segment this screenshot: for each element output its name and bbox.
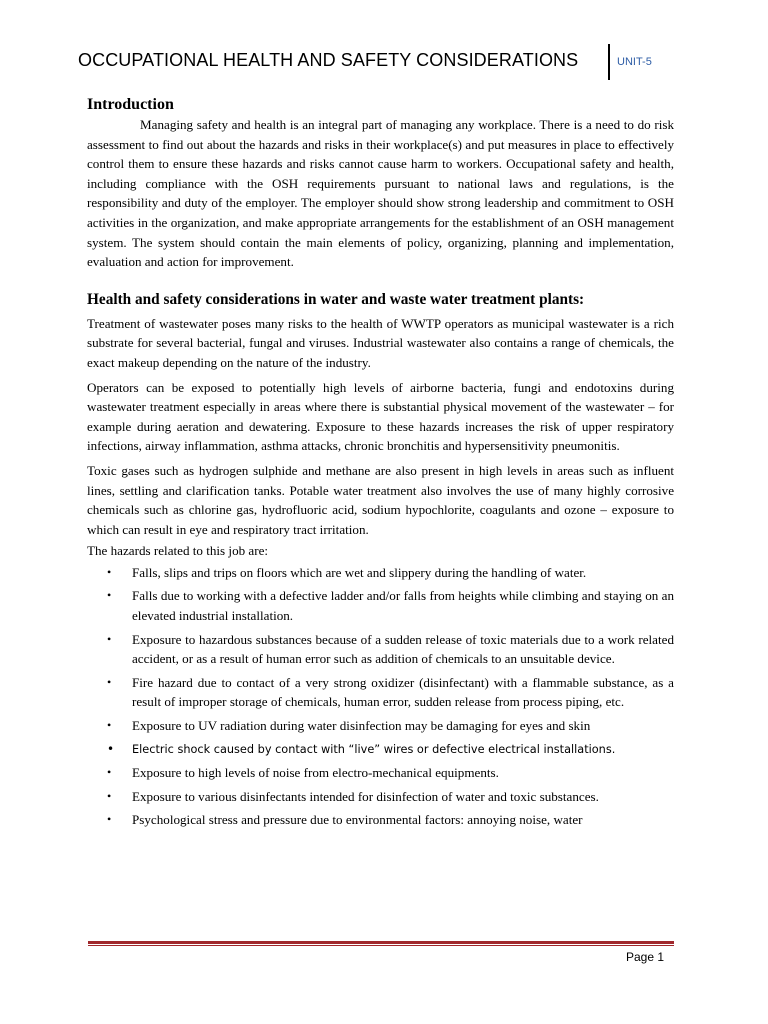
list-item — [87, 716, 674, 736]
list-item — [87, 563, 674, 583]
bullet-icon: • — [107, 631, 112, 646]
section-heading: Health and safety considerations in water and waste water treatment plants: — [87, 290, 585, 308]
list-item — [87, 673, 674, 712]
list-item-text: Exposure to high levels of noise from electro-mechanical equipments. — [132, 765, 499, 781]
footer-rule-thin — [88, 945, 674, 946]
bullet-icon: • — [107, 718, 112, 733]
section-paragraph-3: Toxic gases such as hydrogen sulphide and methane are also present in high levels in areas such as influent lines, settling and clarification tanks. Potable water treatment also involves the use of many highly corrosive chemicals such as chlorine gas, hydrofluoric acid, sodium hypochlorite, coagulants and ozone – exposure to which can result in eye and respiratory tract irritation. — [87, 462, 674, 537]
list-item — [87, 630, 674, 669]
list-item — [87, 740, 674, 760]
hazards-list — [87, 563, 674, 830]
list-item-text: Falls, slips and trips on floors which are wet and slippery during the handling of water. — [132, 564, 587, 580]
intro-paragraph: Managing safety and health is an integral part of managing any workplace. There is a need to do risk assessment to find out about the hazards and risks in their workplace(s) and put measures in place to effectively control them to ensure these hazards and risks cannot cause harm to workers. Occupational safety and health, including compliance with the OSH requirements pursuant to national laws and regulations, is the responsibility and duty of the employer. The employer should show strong leadership and commitment to OSH activities in the organization, and make appropriate arrangements for the establishment of an OSH management system. The system should contain the main elements of policy, organizing, planning and implementation, evaluation and action for improvement. — [87, 117, 674, 270]
bullet-icon: • — [107, 564, 112, 579]
list-item-text: Fire hazard due to contact of a very strong oxidizer (disinfectant) with a flammable substance, as a result of improper storage of chemicals, human error, sudden release from process piping, etc. — [132, 674, 674, 710]
list-item-text: Exposure to various disinfectants intended for disinfection of water and toxic substances. — [132, 788, 599, 804]
list-item-text: Exposure to UV radiation during water disinfection may be damaging for eyes and skin — [132, 718, 591, 734]
list-item-text: Exposure to hazardous substances because of a sudden release of toxic materials due to a work related accident, or as a result of human error such as addition of chemicals to an unsuitable device. — [132, 631, 674, 667]
list-item — [87, 810, 674, 830]
bullet-icon: • — [107, 765, 112, 780]
list-item — [87, 763, 674, 783]
list-item — [87, 787, 674, 807]
page-header — [78, 44, 678, 80]
list-item-text: Falls due to working with a defective ladder and/or falls from heights while climbing and staying on an elevated industrial installation. — [132, 588, 674, 624]
list-item-text: Electric shock caused by contact with “live” wires or defective electrical installations. — [132, 742, 616, 756]
section-paragraph-2: Operators can be exposed to potentially high levels of airborne bacteria, fungi and endotoxins during wastewater treatment especially in areas where there is substantial physical movement of the wastewater – for example during aeration and dewatering. Exposure to these hazards increases the risk of upper respiratory infections, airway inflammation, asthma attacks, chronic bronchitis and hypersensitivity pneumonitis. — [87, 379, 674, 454]
list-item — [87, 586, 674, 625]
header-title: OCCUPATIONAL HEALTH AND SAFETY CONSIDERATIONS — [78, 50, 579, 70]
intro-heading: Introduction — [87, 96, 174, 113]
bullet-icon: • — [107, 788, 112, 803]
document-body — [87, 95, 674, 834]
bullet-icon: • — [107, 741, 115, 756]
bullet-icon: • — [107, 674, 112, 689]
footer-rule — [88, 941, 674, 944]
header-unit-label: UNIT-5 — [617, 56, 652, 68]
page-number: Page 1 — [626, 950, 665, 964]
bullet-icon: • — [107, 588, 112, 603]
hazards-lead: The hazards related to this job are: — [87, 543, 269, 559]
header-divider — [608, 44, 610, 80]
bullet-icon: • — [107, 812, 112, 827]
section-paragraph-1: Treatment of wastewater poses many risks to the health of WWTP operators as municipal wastewater is a rich substrate for several bacterial, fungal and viruses. Industrial wastewater also contains a range of chemicals, the exact makeup depending on the nature of the industry. — [87, 315, 674, 370]
list-item-text: Psychological stress and pressure due to environmental factors: annoying noise, water — [132, 812, 583, 828]
